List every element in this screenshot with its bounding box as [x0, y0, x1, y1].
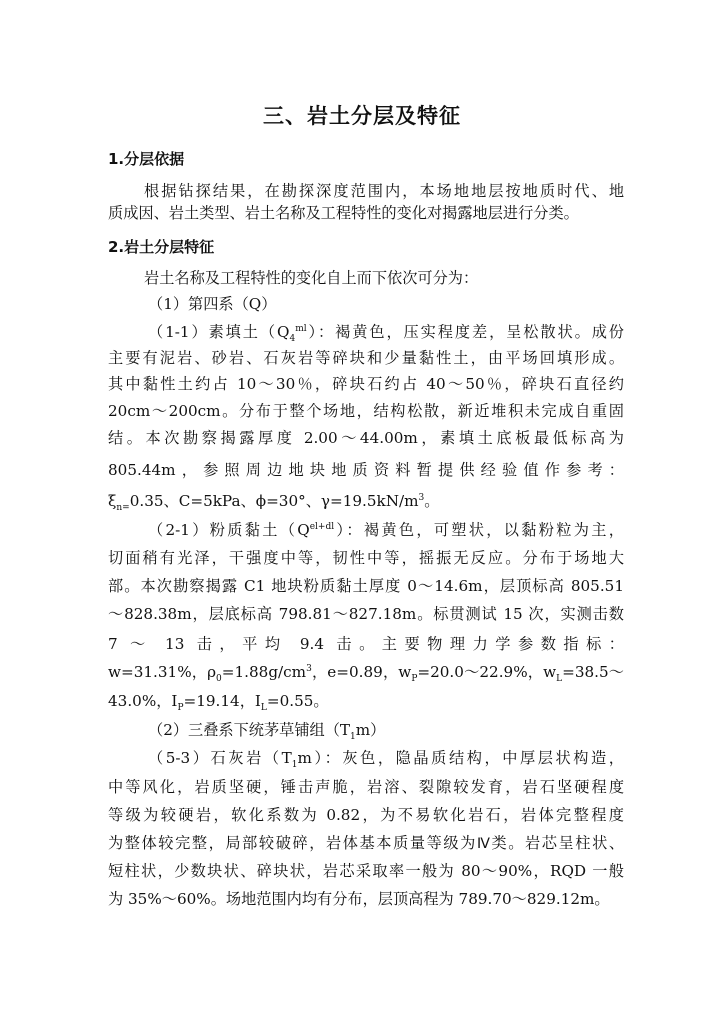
subheading-quaternary: （1）第四系（Q）: [148, 295, 277, 313]
layer-2-1-line: w=31.31%，$\rho_0=1.88g/cm^3$，e=0.89，$w_P=20.0\sim 22.9\%$，$w_L=38.5\sim$: [108, 663, 624, 685]
layer-5-3-line: （5-3）石灰岩$(T_1m)$：灰色，隐晶质结构，中厚层状构造，: [148, 749, 624, 771]
layer-1-1-line: 结。本次勘察揭露厚度 2.00～44.00m，素填土底板最低标高为: [108, 429, 624, 447]
section-heading-basis: 1.分层依据: [108, 150, 185, 168]
page-title: 三、岩土分层及特征: [263, 104, 461, 128]
layer-1-1-line: 其中黏性土约占 10～30％，碎块石约占 40～50％，碎块石直径约: [108, 375, 624, 393]
layer-2-1-line: 43.0%，$I_P=19.14$，$I_L=0.55$。: [108, 692, 329, 714]
layer-5-3-line: 短柱状，少数块状、碎块状，岩芯采取率一般为 80～90%，RQD 一般: [108, 862, 624, 880]
layer-5-3-line: 中等风化，岩质坚硬，锤击声脆，岩溶、裂隙较发育，岩石坚硬程度: [108, 778, 624, 796]
layer-1-1-line: 805.44m，参照周边地块地质资料暂提供经验值作参考：: [108, 461, 624, 479]
layer-1-1-line: 主要有泥岩、砂岩、石灰岩等碎块和少量黏性土，由平场回填形成。: [108, 349, 624, 367]
layer-1-1-line: $\xi_{n=}0.35$、C=5kPa、ϕ=30°、$\gamma=19.5kN/m^3$。: [108, 492, 440, 514]
layer-2-1-line: 7 ～ 13 击，平均 9.4 击。主要物理力学参数指标：: [108, 635, 624, 653]
layer-2-1-line: （2-1）粉质黏土$(Q^{el+dl})$：褐黄色，可塑状，以黏粉粒为主，: [148, 521, 624, 539]
section-heading-features: 2.岩土分层特征: [108, 238, 215, 256]
intro-line: 岩土名称及工程特性的变化自上而下依次可分为：: [144, 269, 479, 287]
layer-1-1-line: （1-1）素填土$(Q_4^{ml})$：褐黄色，压实程度差，呈松散状。成份: [148, 323, 624, 345]
layer-2-1-line: 切面稍有光泽，干强度中等，韧性中等，摇振无反应。分布于场地大: [108, 549, 624, 567]
subheading-triassic: （2）三叠系下统茅草铺组$(T_1m)$: [148, 721, 386, 743]
paragraph-line: 质成因、岩土类型、岩土名称及工程特性的变化对揭露地层进行分类。: [108, 204, 579, 222]
paragraph-line: 根据钻探结果，在勘探深度范围内，本场地地层按地质时代、地: [144, 182, 624, 200]
layer-2-1-line: ～828.38m，层底标高 798.81～827.18m。标贯测试 15 次，实测击数: [108, 605, 624, 623]
layer-1-1-line: 20cm～200cm。分布于整个场地，结构松散，新近堆积未完成自重固: [108, 402, 624, 420]
layer-5-3-line: 为 35%～60%。场地范围内均有分布，层顶高程为 789.70～829.12m。: [108, 890, 610, 908]
layer-5-3-line: 为整体较完整，局部较破碎，岩体基本质量等级为Ⅳ类。岩芯呈柱状、: [108, 834, 625, 852]
layer-5-3-line: 等级为较硬岩，软化系数为 0.82，为不易软化岩石，岩体完整程度: [108, 806, 624, 824]
layer-2-1-line: 部。本次勘察揭露 C1 地块粉质黏土厚度 0～14.6m，层顶标高 805.51: [108, 577, 624, 595]
